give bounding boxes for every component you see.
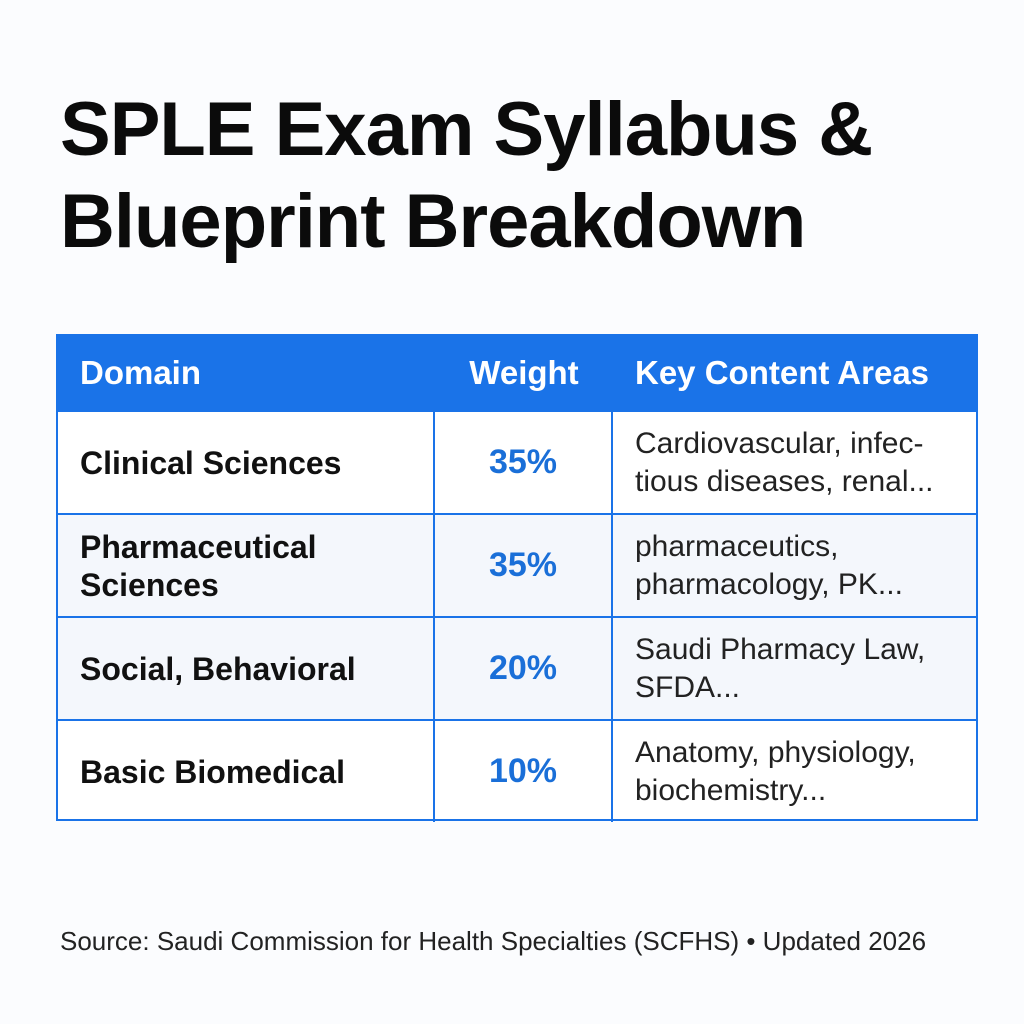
areas-cell (613, 515, 976, 616)
table-row (58, 513, 976, 616)
table-row (58, 410, 976, 513)
areas-text: Cardiovascular, infec- tious diseases, renal... (635, 426, 934, 498)
weight-value: 20% (488, 649, 558, 687)
domain-cell (58, 412, 435, 513)
page-title (60, 84, 1000, 268)
header-key-content-areas: Key Content Areas (635, 354, 930, 391)
weight-value: 35% (488, 546, 558, 584)
weight-value: 10% (488, 752, 558, 790)
areas-text: Saudi Pharmacy Law, SFDA... (635, 632, 926, 704)
weight-cell (435, 618, 613, 719)
weight-cell (435, 721, 613, 822)
domain-cell (58, 515, 435, 616)
syllabus-table (56, 334, 978, 821)
weight-cell (435, 412, 613, 513)
weight-value: 35% (488, 443, 558, 481)
title-line-2: Blueprint Breakdown (60, 179, 806, 264)
domain-cell (58, 721, 435, 822)
domain-label: Pharmaceutical Sciences (80, 528, 317, 603)
domain-cell (58, 618, 435, 719)
areas-cell (613, 721, 976, 822)
table-row (58, 719, 976, 822)
header-weight: Weight (469, 354, 579, 391)
areas-text: pharmaceutics, pharmacology, PK... (635, 529, 903, 601)
areas-cell (613, 412, 976, 513)
source-footnote: Source: Saudi Commission for Health Specialties (SCFHS) • Updated 2026 (60, 926, 927, 956)
weight-cell (435, 515, 613, 616)
areas-cell (613, 618, 976, 719)
title-line-1: SPLE Exam Syllabus & (60, 87, 873, 172)
areas-text: Anatomy, physiology, biochemistry... (635, 735, 916, 807)
domain-label: Social, Behavioral (80, 650, 356, 687)
header-domain: Domain (80, 354, 202, 391)
table-row (58, 616, 976, 719)
domain-label: Clinical Sciences (80, 444, 342, 481)
table-header-row (58, 336, 976, 410)
domain-label: Basic Biomedical (80, 753, 345, 790)
